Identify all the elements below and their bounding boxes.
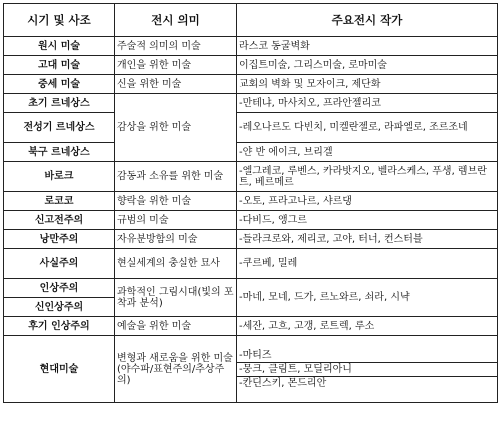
table-row	[4, 94, 498, 113]
era-cell: 초기 르네상스	[4, 94, 115, 113]
meaning-cell: 신을 위한 미술	[115, 75, 237, 94]
table-row	[4, 279, 498, 298]
meaning-cell: 예술을 위한 미술	[115, 317, 237, 336]
header-era: 시기 및 사조	[4, 4, 115, 37]
artists-cell: -엘그레코, 루벤스, 카라밧지오, 벨라스케스, 푸생, 렘브란트, 베르메르	[237, 162, 498, 192]
table-row	[4, 211, 498, 230]
artists-cell: -만테냐, 마사치오, 프라안젤리코	[237, 94, 498, 113]
meaning-cell: 향락을 위한 미술	[115, 192, 237, 211]
artists-cell-stack	[237, 336, 498, 403]
artists-line: -뭉크, 클림트, 모딜리아니	[237, 362, 497, 376]
table-row	[4, 75, 498, 94]
table-header-row	[4, 4, 498, 37]
artists-cell: 라스코 동굴벽화	[237, 37, 498, 56]
era-cell: 후기 인상주의	[4, 317, 115, 336]
era-cell: 신인상주의	[4, 298, 115, 317]
era-cell: 로코코	[4, 192, 115, 211]
table-row	[4, 56, 498, 75]
era-cell: 사실주의	[4, 249, 115, 279]
artists-cell: -마네, 모네, 드가, 르노와르, 쇠라, 시냑	[237, 279, 498, 317]
artists-cell: -다비드, 앵그르	[237, 211, 498, 230]
era-cell: 고대 미술	[4, 56, 115, 75]
artists-cell: -들라크로와, 제리코, 고야, 터너, 컨스터블	[237, 230, 498, 249]
meaning-cell: 자유분방함의 미술	[115, 230, 237, 249]
artists-cell: 교회의 벽화 및 모자이크, 제단화	[237, 75, 498, 94]
artists-cell: -쿠르베, 밀레	[237, 249, 498, 279]
table-row	[4, 192, 498, 211]
meaning-cell: 현실세계의 충실한 묘사	[115, 249, 237, 279]
table-row	[4, 230, 498, 249]
era-cell: 낭만주의	[4, 230, 115, 249]
era-cell: 전성기 르네상스	[4, 113, 115, 143]
header-meaning: 전시 의미	[115, 4, 237, 37]
table-row	[4, 249, 498, 279]
artists-cell: -오토, 프라고나르, 샤르댕	[237, 192, 498, 211]
table-row	[4, 162, 498, 192]
era-cell: 인상주의	[4, 279, 115, 298]
era-cell: 신고전주의	[4, 211, 115, 230]
meaning-cell-impressionism: 과학적인 그림시대(빛의 포착과 분석)	[115, 279, 237, 317]
meaning-cell-renaissance: 감상을 위한 미술	[115, 94, 237, 162]
header-artists: 주요전시 작가	[237, 4, 498, 37]
artists-line: -칸딘스키, 몬드리안	[237, 376, 497, 390]
meaning-cell: 주술적 의미의 미술	[115, 37, 237, 56]
artists-cell: -레오나르도 다빈치, 미켈란젤로, 라파엘로, 조르조네	[237, 113, 498, 143]
art-periods-table	[3, 3, 498, 403]
artists-cell: -얀 반 에이크, 브리겔	[237, 143, 498, 162]
era-cell: 원시 미술	[4, 37, 115, 56]
era-cell: 바로크	[4, 162, 115, 192]
era-cell: 중세 미술	[4, 75, 115, 94]
era-cell: 현대미술	[4, 336, 115, 403]
era-cell: 북구 르네상스	[4, 143, 115, 162]
meaning-cell: 감동과 소유를 위한 미술	[115, 162, 237, 192]
meaning-cell: 개인을 위한 미술	[115, 56, 237, 75]
table-row	[4, 113, 498, 143]
artists-cell: 이집트미술, 그리스미술, 로마미술	[237, 56, 498, 75]
table-row	[4, 37, 498, 56]
artists-line: -마티즈	[239, 349, 272, 361]
artists-cell: -세잔, 고흐, 고갱, 로트렉, 루소	[237, 317, 498, 336]
table-row	[4, 336, 498, 403]
table-row	[4, 143, 498, 162]
meaning-cell: 변형과 새로움을 위한 미술(야수파/표현주의/추상주의)	[115, 336, 237, 403]
table-row	[4, 317, 498, 336]
meaning-cell: 규범의 미술	[115, 211, 237, 230]
